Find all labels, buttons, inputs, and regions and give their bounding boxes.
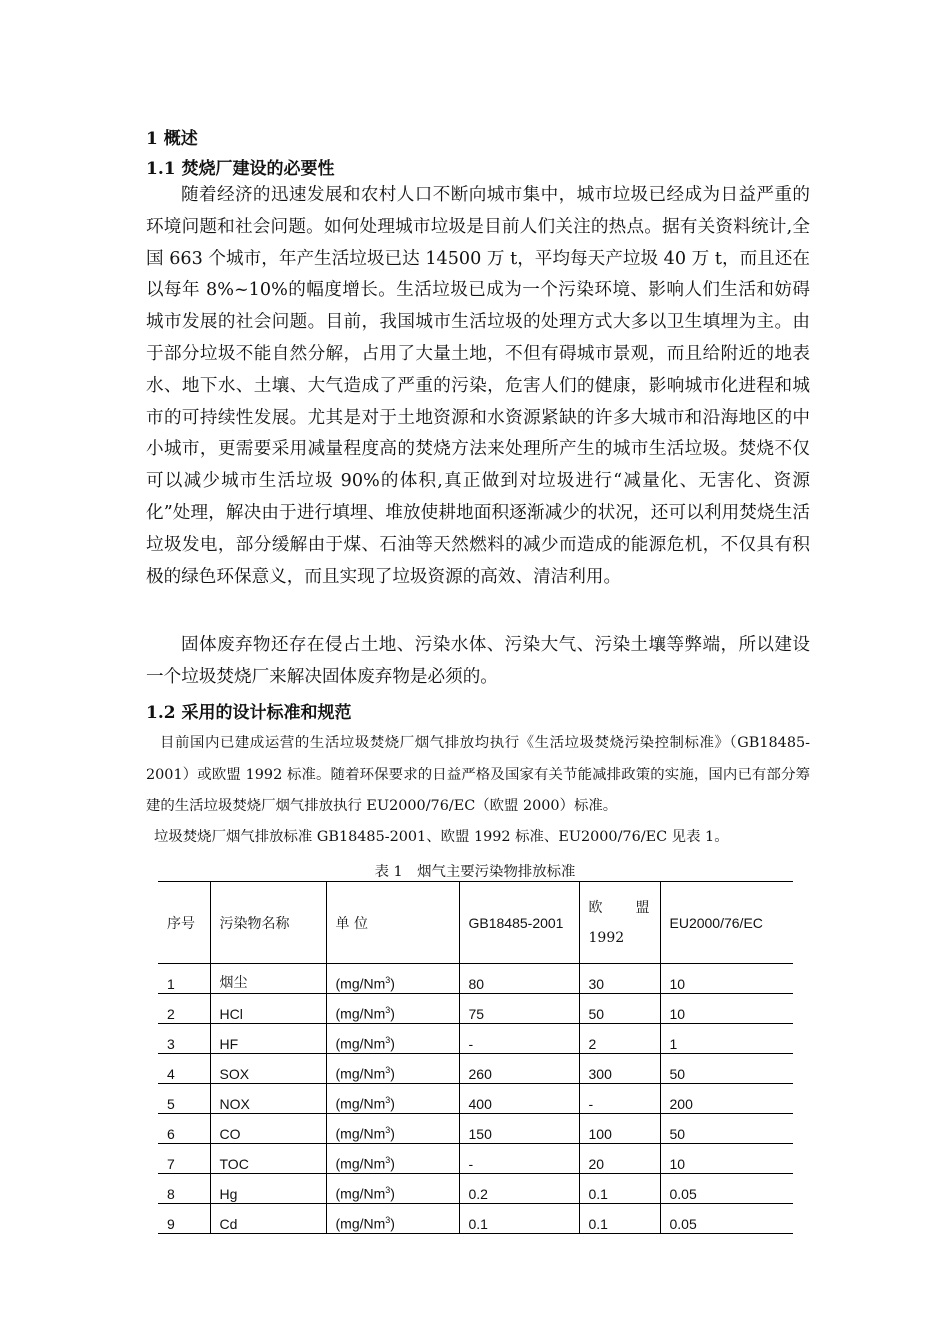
table-row xyxy=(158,1024,793,1054)
cell-eu2000: 10 xyxy=(660,994,793,1024)
cell-pollutant: NOX xyxy=(210,1084,326,1114)
unit-superscript: 3 xyxy=(385,1125,391,1136)
cell-pollutant: Hg xyxy=(210,1174,326,1204)
table-row xyxy=(158,1204,793,1234)
header-eu2000: EU2000/76/EC xyxy=(660,882,793,964)
header-eu1992-year: 1992 xyxy=(588,929,625,946)
cell-gb: - xyxy=(459,1144,579,1174)
cell-eu1992: 100 xyxy=(579,1114,660,1144)
cell-gb: 260 xyxy=(459,1054,579,1084)
unit-close: ) xyxy=(390,1126,395,1142)
cell-unit xyxy=(326,1114,459,1144)
cell-eu1992: 300 xyxy=(579,1054,660,1084)
cell-no: 7 xyxy=(158,1144,210,1174)
cell-gb: 400 xyxy=(459,1084,579,1114)
cell-gb: 0.1 xyxy=(459,1204,579,1234)
cell-eu2000: 50 xyxy=(660,1054,793,1084)
cell-eu1992: 50 xyxy=(579,994,660,1024)
cell-pollutant: Cd xyxy=(210,1204,326,1234)
unit-superscript: 3 xyxy=(385,1005,391,1016)
table-caption: 表 1 烟气主要污染物排放标准 xyxy=(374,864,576,880)
unit-close: ) xyxy=(390,976,395,992)
cell-eu2000: 50 xyxy=(660,1114,793,1144)
unit-base: (mg/Nm xyxy=(335,1006,386,1022)
unit-base: (mg/Nm xyxy=(335,1216,386,1232)
cell-gb: - xyxy=(459,1024,579,1054)
section-heading-overview: 1 概述 xyxy=(146,129,198,149)
unit-close: ) xyxy=(390,1216,395,1232)
cell-unit xyxy=(326,1024,459,1054)
header-unit: 单 位 xyxy=(326,882,459,964)
body-paragraph-necessity: 随着经济的迅速发展和农村人口不断向城市集中，城市垃圾已经成为日益严重的环境问题和社会问题。如何处理城市垃圾是目前人们关注的热点。据有关资料统计,全国 663 个城市，年产生活垃圾已达 14500 万 t，平均每天产垃圾 40 万 t，而且还在以每年 8%~10%的幅度增长。生活垃圾已成为一个污染环境、影响人们生活和妨碍城市发展的社会问题。目前，我国城市生活垃圾的处理方式大多以卫生填埋为主。由于部分垃圾不能自然分解，占用了大量土地，不但有碍城市景观，而且给附近的地表水、地下水、土壤、大气造成了严重的污染，危害人们的健康，影响城市化进程和城市的可持续性发展。尤其是对于土地资源和水资源紧缺的许多大城市和沿海地区的中小城市，更需要采用减量程度高的焚烧方法来处理所产生的城市生活垃圾。焚烧不仅可以减少城市生活垃圾 90%的体积,真正做到对垃圾进行“减量化、无害化、资源化”处理，解决由于进行填埋、堆放使耕地面积逐渐减少的状况，还可以利用焚烧生活垃圾发电，部分缓解由于煤、石油等天然燃料的减少而造成的能源危机，不仅具有积极的绿色环保意义，而且实现了垃圾资源的高效、清洁利用。 xyxy=(146,185,810,587)
cell-no: 1 xyxy=(158,964,210,994)
unit-base: (mg/Nm xyxy=(335,1066,386,1082)
header-eu1992-part-a: 欧 xyxy=(588,899,603,916)
unit-superscript: 3 xyxy=(385,975,391,986)
cell-unit xyxy=(326,994,459,1024)
cell-pollutant: TOC xyxy=(210,1144,326,1174)
unit-superscript: 3 xyxy=(385,1065,391,1076)
table-row xyxy=(158,994,793,1024)
emission-standards-table xyxy=(158,881,793,1234)
cell-eu2000: 200 xyxy=(660,1084,793,1114)
cell-no: 2 xyxy=(158,994,210,1024)
cell-no: 6 xyxy=(158,1114,210,1144)
cell-eu2000: 10 xyxy=(660,964,793,994)
cell-eu1992: 0.1 xyxy=(579,1204,660,1234)
cell-pollutant: SOX xyxy=(210,1054,326,1084)
section-heading-standards: 1.2 采用的设计标准和规范 xyxy=(146,703,352,723)
cell-pollutant: 烟尘 xyxy=(210,964,326,994)
cell-eu2000: 1 xyxy=(660,1024,793,1054)
cell-no: 8 xyxy=(158,1174,210,1204)
cell-unit xyxy=(326,1204,459,1234)
cell-eu2000: 0.05 xyxy=(660,1204,793,1234)
unit-base: (mg/Nm xyxy=(335,1126,386,1142)
body-paragraph-table-ref: 垃圾焚烧厂烟气排放标准 GB18485-2001、欧盟 1992 标准、EU2000/76/EC 见表 1。 xyxy=(154,829,729,845)
unit-base: (mg/Nm xyxy=(335,1156,386,1172)
header-gb: GB18485-2001 xyxy=(459,882,579,964)
unit-superscript: 3 xyxy=(385,1155,391,1166)
cell-no: 3 xyxy=(158,1024,210,1054)
table-row xyxy=(158,964,793,994)
cell-eu2000: 10 xyxy=(660,1144,793,1174)
section-heading-necessity: 1.1 焚烧厂建设的必要性 xyxy=(146,159,335,179)
table-row xyxy=(158,1174,793,1204)
cell-gb: 75 xyxy=(459,994,579,1024)
unit-base: (mg/Nm xyxy=(335,1096,386,1112)
unit-base: (mg/Nm xyxy=(335,1036,386,1052)
table-row xyxy=(158,1054,793,1084)
header-eu1992 xyxy=(579,882,660,964)
cell-unit xyxy=(326,1084,459,1114)
cell-no: 4 xyxy=(158,1054,210,1084)
cell-eu2000: 0.05 xyxy=(660,1174,793,1204)
unit-close: ) xyxy=(390,1156,395,1172)
unit-close: ) xyxy=(390,1006,395,1022)
body-paragraph-solid-waste: 固体废弃物还存在侵占土地、污染水体、污染大气、污染土壤等弊端，所以建设一个垃圾焚烧厂来解决固体废弃物是必须的。 xyxy=(146,635,810,687)
cell-unit xyxy=(326,1054,459,1084)
cell-pollutant: HCl xyxy=(210,994,326,1024)
unit-close: ) xyxy=(390,1036,395,1052)
unit-superscript: 3 xyxy=(385,1215,391,1226)
header-no: 序号 xyxy=(158,882,210,964)
cell-gb: 150 xyxy=(459,1114,579,1144)
table-header-row xyxy=(158,882,793,964)
table-row xyxy=(158,1084,793,1114)
unit-superscript: 3 xyxy=(385,1185,391,1196)
cell-eu1992: 30 xyxy=(579,964,660,994)
cell-pollutant: HF xyxy=(210,1024,326,1054)
unit-close: ) xyxy=(390,1066,395,1082)
header-eu1992-part-b: 盟 xyxy=(635,899,650,916)
cell-no: 5 xyxy=(158,1084,210,1114)
cell-eu1992: 0.1 xyxy=(579,1174,660,1204)
cell-no: 9 xyxy=(158,1204,210,1234)
cell-eu1992: 2 xyxy=(579,1024,660,1054)
cell-unit xyxy=(326,964,459,994)
cell-unit xyxy=(326,1174,459,1204)
body-paragraph-standards: 目前国内已建成运营的生活垃圾焚烧厂烟气排放均执行《生活垃圾焚烧污染控制标准》（GB18485-2001）或欧盟 1992 标准。随着环保要求的日益严格及国家有关节能减排政策的实施，国内已有部分筹建的生活垃圾焚烧厂烟气排放执行 EU2000/76/EC（欧盟 2000）标准。 xyxy=(146,735,810,814)
unit-base: (mg/Nm xyxy=(335,976,386,992)
table-row xyxy=(158,1114,793,1144)
unit-superscript: 3 xyxy=(385,1035,391,1046)
cell-gb: 80 xyxy=(459,964,579,994)
unit-close: ) xyxy=(390,1096,395,1112)
cell-gb: 0.2 xyxy=(459,1174,579,1204)
unit-base: (mg/Nm xyxy=(335,1186,386,1202)
cell-eu1992: 20 xyxy=(579,1144,660,1174)
cell-unit xyxy=(326,1144,459,1174)
header-pollutant: 污染物名称 xyxy=(210,882,326,964)
unit-superscript: 3 xyxy=(385,1095,391,1106)
cell-eu1992: - xyxy=(579,1084,660,1114)
table-row xyxy=(158,1144,793,1174)
unit-close: ) xyxy=(390,1186,395,1202)
cell-pollutant: CO xyxy=(210,1114,326,1144)
